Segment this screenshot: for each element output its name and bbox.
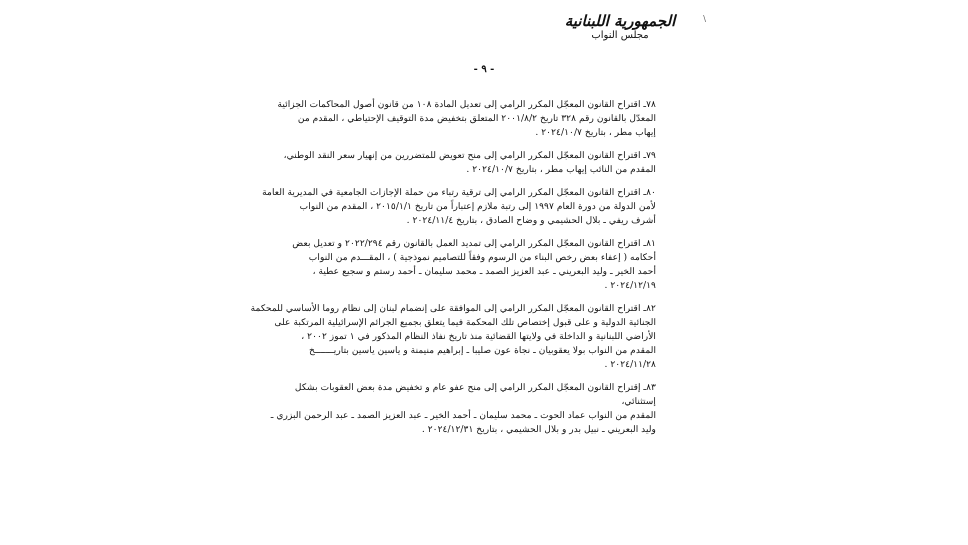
item-line: المعدّل بالقانون رقم ٣٢٨ تاريخ ٢٠٠١/٨/٢ المتعلق بتخفيض مدة التوقيف الإحتياطي ، المقدم من [297, 113, 656, 124]
item-line: إستثنائي، [621, 396, 656, 407]
item-line: ٨٢ـ اقتراح القانون المعجّل المكرر الرامي إلى الموافقة على إنضمام لبنان إلى نظام روما الأساسي للمحكمة [250, 303, 656, 314]
item-line: ٧٩ـ اقتراح القانون المعجّل المكرر الرامي إلى منح تعويض للمتضررين من إنهيار سعر النقد الوطني، [283, 150, 656, 161]
proposal-list [250, 98, 656, 446]
letterhead [560, 12, 680, 42]
item-line: إيهاب مطر ، بتاريخ ٢٠٢٤/١٠/٧ . [535, 127, 656, 138]
item-line: وليد البعريني ـ نبيل بدر و بلال الحشيمي ، بتاريخ ٢٠٢٤/١٢/٣١ . [421, 424, 656, 435]
item-line: الجنائية الدولية و على قبول إختصاص تلك المحكمة فيما يتعلق بجميع الجرائم الإسرائيلية المرتكبة على [274, 317, 656, 328]
letterhead-republic: الجمهورية اللبنانية [564, 12, 676, 30]
page-number: - ٩ - [473, 64, 495, 75]
item-line: ٨٣ـ إقتراح القانون المعجّل المكرر الرامي إلى منح عفو عام و تخفيض مدة بعض العقوبات بشكل [294, 382, 656, 393]
item-line: أحمد الخير ـ وليد البعريني ـ عبد العزيز الصمد ـ محمد سليمان ـ أحمد رستم و سجيع عطية ، [312, 266, 656, 277]
proposal-item-81 [292, 237, 656, 293]
item-line: المقدم من النواب بولا يعقوبيان ـ نجاة عون صليبا ـ إبراهيم منيمنة و ياسين ياسين بتاريـــــــخ [309, 345, 656, 356]
item-line: لأمن الدولة من دورة العام ١٩٩٧ إلى رتبة ملازم إعتباراً من تاريخ ٢٠١٥/١/١ ، المقدم من النواب [299, 201, 656, 212]
proposal-item-82 [250, 302, 656, 372]
item-line: المقدم من النائب إيهاب مطر ، بتاريخ ٢٠٢٤/١٠/٧ . [466, 164, 656, 175]
letterhead-parliament: مجلس النواب [591, 30, 649, 41]
item-line: أحكامه ( إعفاء بعض رخص البناء من الرسوم وفقاً للتصاميم نموذجية ) ، المقـــدم من النواب [308, 252, 656, 263]
item-line: ٢٠٢٤/١١/٢٨ . [604, 359, 656, 370]
proposal-item-83 [270, 381, 656, 437]
document-page [250, 0, 706, 545]
item-line: ٨٠ـ اقتراح القانون المعجّل المكرر الرامي إلى ترقية رتباء من حملة الإجازات الجامعية في المديرية العامة [262, 187, 656, 198]
item-line: ٨١ـ اقتراح القانون المعجّل المكرر الرامي إلى تمديد العمل بالقانون رقم ٢٠٢٢/٢٩٤ و تعديل بعض [292, 238, 656, 249]
item-line: المقدم من النواب عماد الحوت ـ محمد سليمان ـ أحمد الخير ـ عبد العزيز الصمد ـ عبد الرحمن البزري ـ [270, 410, 656, 421]
item-line: ٢٠٢٤/١٢/١٩ . [604, 280, 656, 291]
proposal-item-80 [262, 186, 656, 228]
proposal-item-79 [283, 149, 656, 177]
item-line: ٧٨ـ اقتراح القانون المعجّل المكرر الرامي إلى تعديل المادة ١٠٨ من قانون أصول المحاكمات الجزائية [277, 99, 656, 110]
item-line: الأراضي اللبنانية و الداخلة في ولايتها القضائية منذ تاريخ نفاذ النظام المذكور في ١ تموز ٢٠٠٢ ، [301, 331, 656, 342]
item-line: أشرف ريفي ـ بلال الحشيمي و وضاح الصادق ، بتاريخ ٢٠٢٤/١١/٤ . [406, 215, 656, 226]
margin-mark: \ [703, 14, 706, 23]
proposal-item-78 [277, 98, 656, 140]
